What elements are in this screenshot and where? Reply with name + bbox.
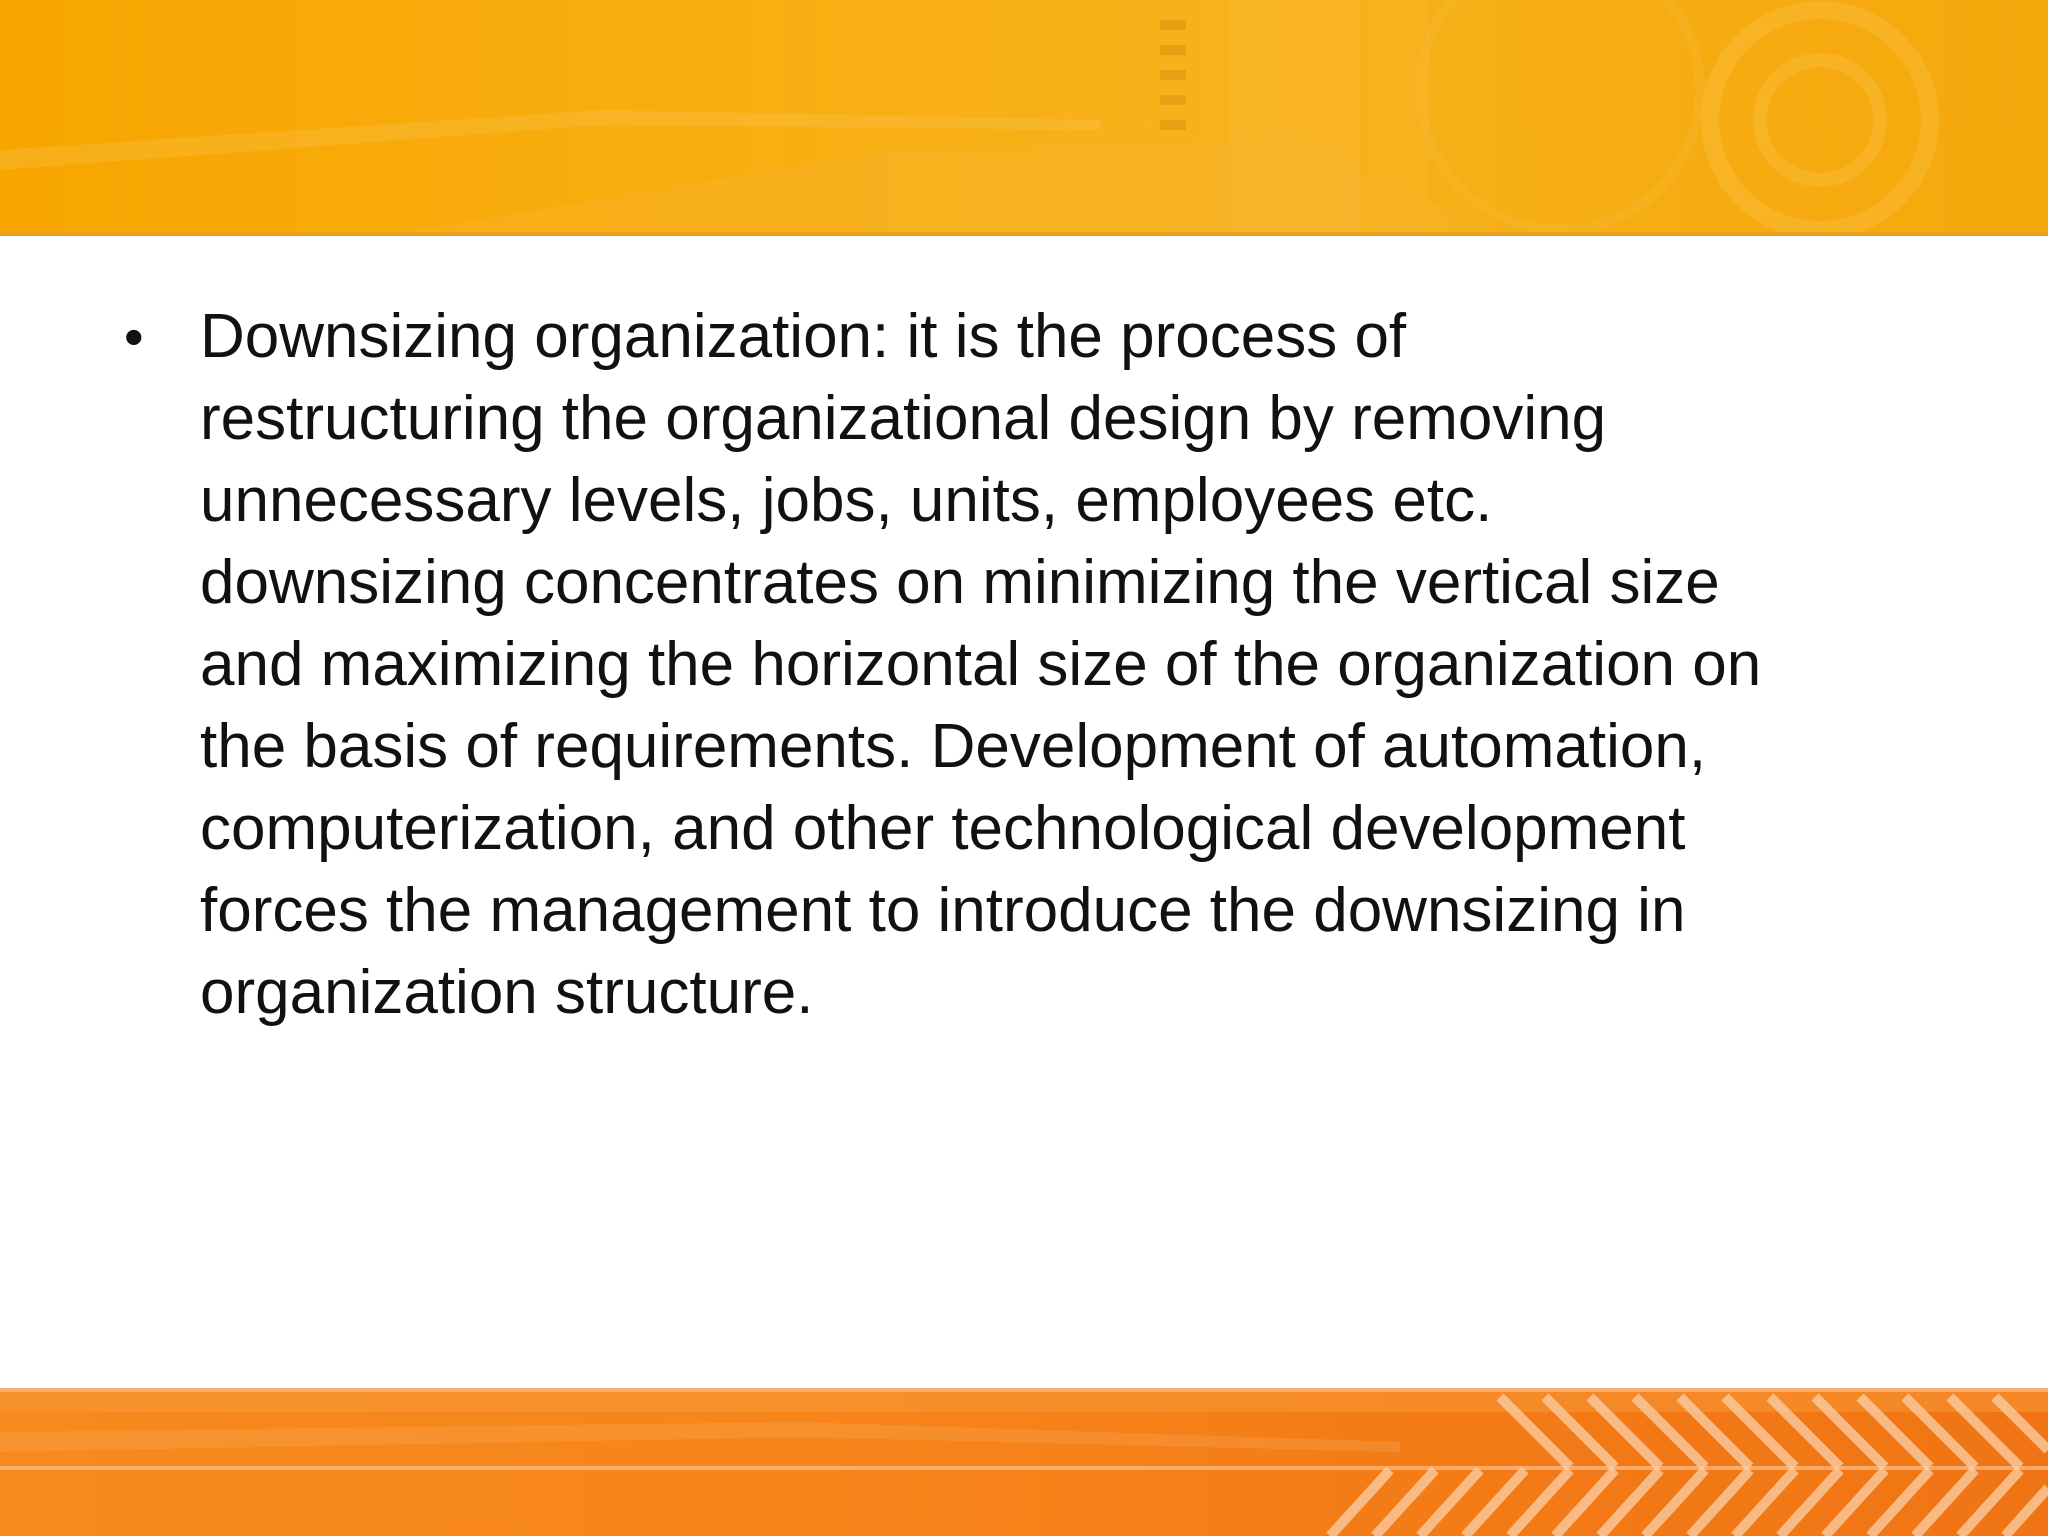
bottom-banner bbox=[0, 1392, 2048, 1536]
bullet-line: downsizing concentrates on minimizing the vertical size bbox=[200, 548, 1720, 617]
bullet-list bbox=[120, 296, 1940, 1034]
bullet-line: the basis of requirements. Development of automation, bbox=[200, 712, 1707, 781]
bullet-line: Downsizing organization: it is the process of bbox=[200, 302, 1407, 371]
bottom-banner-decoration bbox=[0, 1392, 2048, 1536]
bullet-line: forces the management to introduce the downsizing in bbox=[200, 876, 1686, 945]
top-banner bbox=[0, 0, 2048, 236]
top-banner-decoration bbox=[0, 0, 2048, 236]
bullet-line: restructuring the organizational design by removing bbox=[200, 384, 1607, 453]
bullet-marker: • bbox=[124, 305, 144, 368]
top-banner-edge bbox=[0, 232, 2048, 236]
bullet-line: computerization, and other technological development bbox=[200, 794, 1686, 863]
bullet-item bbox=[120, 296, 1940, 1034]
bullet-line: and maximizing the horizontal size of the organization on bbox=[200, 630, 1762, 699]
slide-content bbox=[120, 296, 1940, 1034]
bullet-line: unnecessary levels, jobs, units, employees etc. bbox=[200, 466, 1493, 535]
bullet-line: organization structure. bbox=[200, 958, 814, 1027]
